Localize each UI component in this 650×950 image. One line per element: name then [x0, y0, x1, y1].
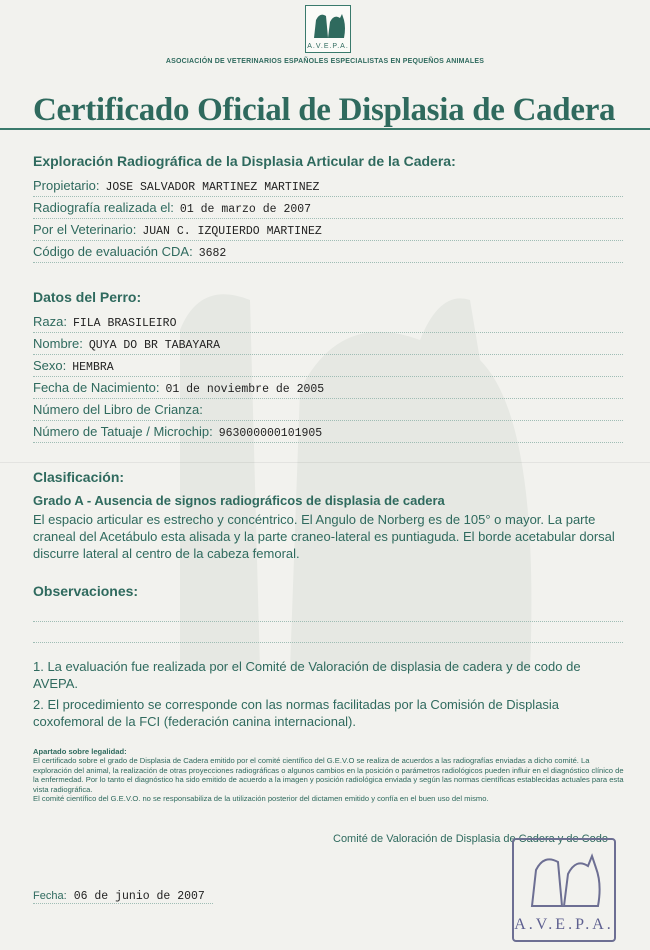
field-microchip: [33, 424, 623, 443]
dog-cat-logo-icon: [306, 6, 350, 40]
field-label: Radiografía realizada el:: [33, 200, 174, 215]
field-evaluation-code: [33, 244, 623, 263]
stamp-text: A.V.E.P.A.: [514, 916, 614, 933]
field-label: Fecha de Nacimiento:: [33, 380, 160, 395]
field-value: 963000000101905: [218, 427, 323, 440]
legal-section: [33, 747, 628, 803]
field-value: 01 de noviembre de 2005: [165, 383, 325, 396]
legal-text-2: El comité científico del G.E.V.O. no se responsabiliza de la utilización posterior del dictamen emitido y confía en el buen uso del mismo.: [33, 794, 489, 804]
association-name: ASOCIACIÓN DE VETERINARIOS ESPAÑOLES ESPECIALISTAS EN PEQUEÑOS ANIMALES: [165, 58, 485, 65]
avepa-logo: [305, 5, 351, 53]
legal-heading: Apartado sobre legalidad:: [33, 747, 127, 756]
field-radiography-date: [33, 200, 623, 219]
date-label: Fecha:: [33, 890, 67, 902]
paper-fold: [0, 462, 650, 463]
title-rule: [0, 128, 650, 130]
observation-line: [33, 620, 623, 622]
observation-line: [33, 641, 623, 643]
field-value: QUYA DO BR TABAYARA: [88, 339, 220, 352]
avepa-stamp: [512, 838, 616, 942]
field-name: [33, 336, 623, 355]
classification-heading: Clasificación:: [33, 469, 125, 485]
field-label: Por el Veterinario:: [33, 222, 137, 237]
classification-description: El espacio articular es estrecho y concéntrico. El Angulo de Norberg es de 105° o mayor. La parte craneal del Acetábulo esta alisada y la parte craneo-lateral es puntiaguda. El borde acetabular dorsal discurre lateral al centro de la cabeza femoral.: [33, 512, 615, 561]
field-value: FILA BRASILEIRO: [72, 317, 177, 330]
field-veterinarian: [33, 222, 623, 241]
classification-grade: Grado A - Ausencia de signos radiográficos de displasia de cadera: [33, 493, 445, 508]
field-breeding-book: [33, 402, 623, 421]
field-label: Sexo:: [33, 358, 67, 373]
field-value: 3682: [198, 247, 227, 260]
field-label: Código de evaluación CDA:: [33, 244, 193, 259]
field-breed: [33, 314, 623, 333]
field-value: 01 de marzo de 2007: [179, 203, 312, 216]
field-owner: [33, 178, 623, 197]
field-value: HEMBRA: [72, 361, 114, 374]
legal-text: El certificado sobre el grado de Displasia de Cadera emitido por el comité científico del G.E.V.O se realiza de acuerdos a las radiografías enviadas a dicho comité. La exploración del animal, la realización de otras proyecciones radiográficas o algunos cambios en la posición o parámetros radiológicos pueden influir en el diagnóstico clínico de la enfermedad. Por lo tanto el diagnóstico ha sido emitido de acuerdo a la imagen y posición radiológica enviada y según las normas científicas establecidas actuales para esta vista radiográfica.: [33, 756, 624, 794]
field-value: JUAN C. IZQUIERDO MARTINEZ: [142, 225, 322, 238]
note-item: 2. El procedimiento se corresponde con las normas facilitadas por la Comisión de Displasia coxofemoral de la FCI (federación canina internacional).: [33, 697, 560, 729]
date-value: 06 de junio de 2007: [73, 890, 205, 903]
field-label: Número de Tatuaje / Microchip:: [33, 424, 213, 439]
field-value: JOSE SALVADOR MARTINEZ MARTINEZ: [105, 181, 320, 194]
note-item: 1. La evaluación fue realizada por el Comité de Valoración de displasia de cadera y de codo de AVEPA.: [33, 659, 581, 691]
field-sex: [33, 358, 623, 377]
field-label: Raza:: [33, 314, 67, 329]
dog-data-heading: Datos del Perro:: [33, 289, 142, 305]
field-label: Propietario:: [33, 178, 100, 193]
field-birth-date: [33, 380, 623, 399]
field-label: Número del Libro de Crianza:: [33, 402, 203, 417]
notes-list: [33, 658, 623, 730]
field-label: Nombre:: [33, 336, 83, 351]
document-title: Certificado Oficial de Displasia de Cadera: [33, 92, 616, 128]
committee-label: Comité de Valoración de Displasia de Cadera y de Codo: [333, 833, 608, 845]
date-field: [33, 890, 213, 904]
stamp-dog-cat-icon: [514, 840, 614, 910]
observations-heading: Observaciones:: [33, 583, 139, 599]
logo-text: A.V.E.P.A.: [307, 43, 349, 50]
exploration-heading: Exploración Radiográfica de la Displasia Articular de la Cadera:: [33, 153, 456, 169]
